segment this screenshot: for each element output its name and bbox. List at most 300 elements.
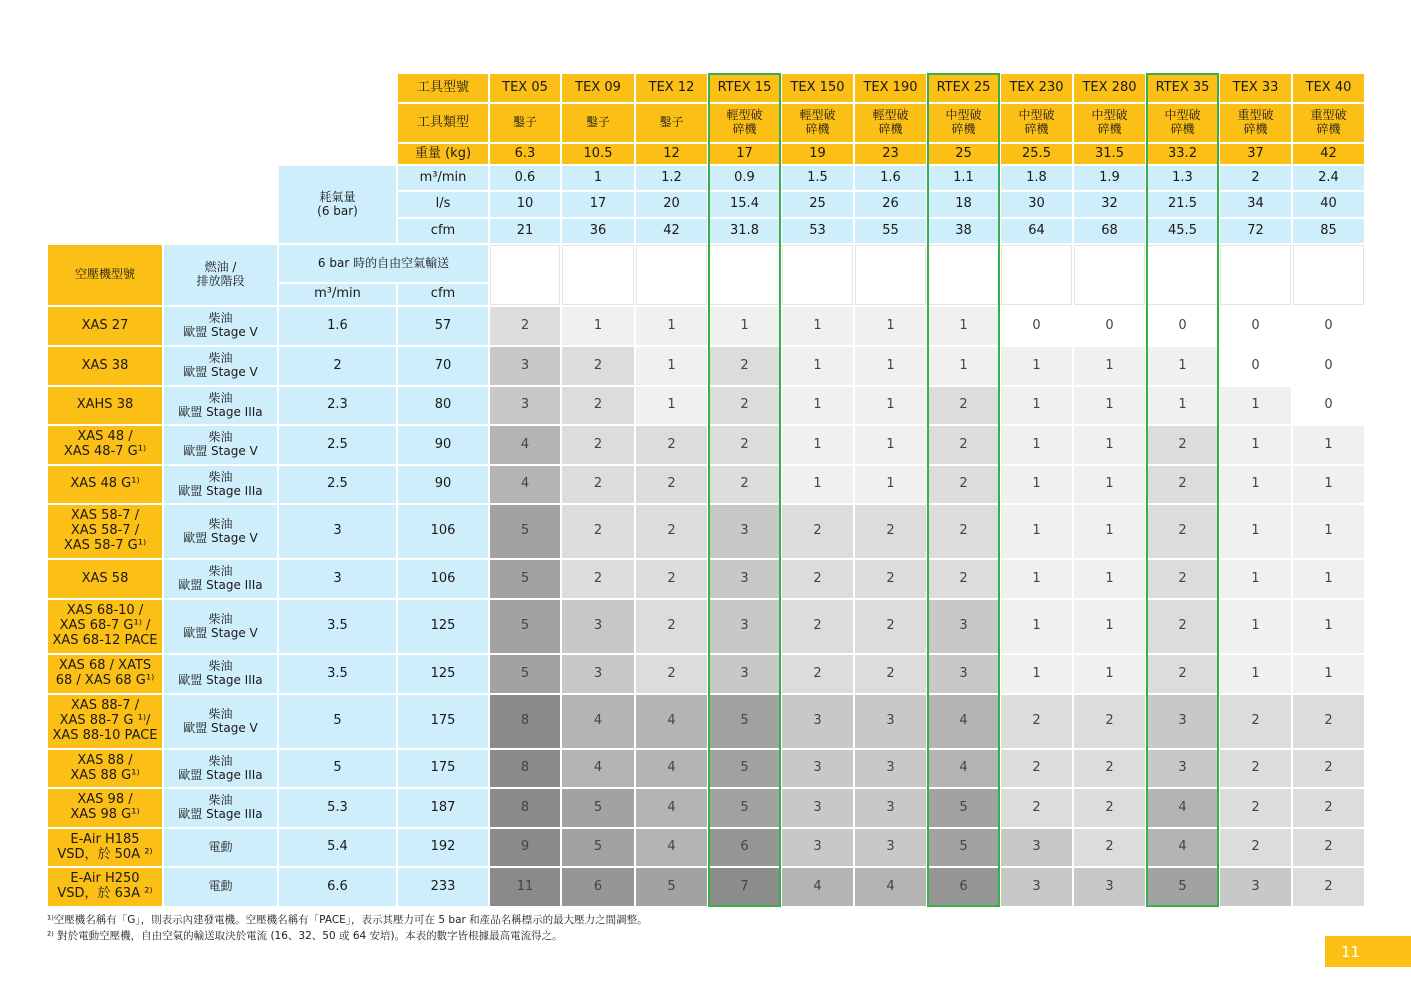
tool-count-cell: 2: [1074, 789, 1145, 827]
tool-count-cell: 1: [928, 307, 999, 345]
tool-count-cell: 1: [1293, 466, 1364, 503]
tool-count-cell: 2: [928, 426, 999, 464]
compressor-fad-m3min: 5.4: [279, 829, 396, 866]
tool-count-cell: 3: [855, 829, 926, 866]
tool-count-cell: 2: [1147, 560, 1218, 598]
tool-count-cell: 1: [1074, 505, 1145, 558]
tool-count-cell: 2: [1220, 829, 1291, 866]
tool-blank-cell: [1074, 245, 1145, 305]
tool-name: TEX 33: [1220, 74, 1291, 102]
tool-count-cell: 2: [1220, 750, 1291, 787]
tool-count-cell: 4: [928, 750, 999, 787]
tool-count-cell: 4: [636, 695, 707, 748]
compressor-fad-cfm: 175: [398, 750, 488, 787]
tool-air-ls: 40: [1293, 192, 1364, 217]
tool-count-cell: 0: [1220, 347, 1291, 385]
tool-blank-cell: [1147, 245, 1218, 305]
compressor-fad-cfm: 70: [398, 347, 488, 385]
tool-count-cell: 2: [1147, 655, 1218, 693]
tool-count-cell: 1: [782, 347, 853, 385]
tool-count-cell: 2: [782, 600, 853, 653]
tool-air-ls: 15.4: [709, 192, 780, 217]
tool-count-cell: 2: [562, 560, 634, 598]
tool-count-cell: 1: [1293, 505, 1364, 558]
tool-name: RTEX 15: [709, 74, 780, 102]
tool-air-ls: 10: [490, 192, 560, 217]
tool-count-cell: 3: [1001, 868, 1072, 906]
tool-weight: 19: [782, 144, 853, 164]
tool-count-cell: 1: [1220, 387, 1291, 424]
air-unit-label: cfm: [398, 219, 488, 243]
tool-count-cell: 8: [490, 789, 560, 827]
compressor-fuel-stage: 柴油 歐盟 Stage V: [164, 426, 277, 464]
tool-count-cell: 2: [855, 505, 926, 558]
tool-count-cell: 2: [1293, 868, 1364, 906]
tool-count-cell: 2: [1293, 750, 1364, 787]
tool-count-cell: 5: [709, 695, 780, 748]
tool-blank-cell: [782, 245, 853, 305]
compressor-fad-cfm: 125: [398, 600, 488, 653]
tool-type: 輕型破 碎機: [782, 104, 853, 142]
tool-count-cell: 4: [1147, 789, 1218, 827]
tool-count-cell: 1: [1001, 505, 1072, 558]
compressor-fad-cfm: 175: [398, 695, 488, 748]
tool-count-cell: 1: [1074, 347, 1145, 385]
tool-air-cfm: 64: [1001, 219, 1072, 243]
tool-count-cell: 3: [709, 600, 780, 653]
tool-air-cfm: 55: [855, 219, 926, 243]
tool-count-cell: 2: [855, 560, 926, 598]
tool-air-m3min: 1: [562, 166, 634, 190]
tool-count-cell: 1: [1220, 655, 1291, 693]
tool-count-cell: 1: [1220, 505, 1291, 558]
tool-count-cell: 0: [1293, 387, 1364, 424]
tool-count-cell: 4: [636, 750, 707, 787]
tool-count-cell: 3: [562, 600, 634, 653]
tool-count-cell: 3: [782, 789, 853, 827]
tool-count-cell: 3: [855, 750, 926, 787]
compressor-fad-m3min: 2.5: [279, 426, 396, 464]
tool-weight: 6.3: [490, 144, 560, 164]
tool-weight: 10.5: [562, 144, 634, 164]
compressor-fuel-stage: 柴油 歐盟 Stage V: [164, 347, 277, 385]
tool-count-cell: 5: [562, 789, 634, 827]
tool-count-cell: 1: [1074, 426, 1145, 464]
fad-label: 6 bar 時的自由空氣輸送: [279, 245, 488, 282]
compressor-fuel-stage: 柴油 歐盟 Stage IIIa: [164, 789, 277, 827]
tool-count-cell: 5: [562, 829, 634, 866]
tool-name: TEX 12: [636, 74, 707, 102]
tool-count-cell: 1: [782, 307, 853, 345]
tool-count-cell: 2: [562, 466, 634, 503]
tool-type: 重型破 碎機: [1293, 104, 1364, 142]
tool-count-cell: 8: [490, 750, 560, 787]
footnote-1: ¹⁾空壓機名稱有「G」，則表示內建發電機。空壓機名稱有「PACE」，表示其壓力可在 5 bar 和產品名稱標示的最大壓力之間調整。: [47, 914, 648, 926]
tool-count-cell: 4: [636, 789, 707, 827]
tool-air-ls: 21.5: [1147, 192, 1218, 217]
compressor-model: XAS 68 / XATS 68 / XAS 68 G¹⁾: [48, 655, 162, 693]
tool-type: 鑿子: [636, 104, 707, 142]
tool-count-cell: 6: [928, 868, 999, 906]
tool-model-label: 工具型號: [398, 74, 488, 102]
tool-count-cell: 1: [855, 466, 926, 503]
tool-count-cell: 1: [855, 307, 926, 345]
compressor-fuel-stage: 柴油 歐盟 Stage V: [164, 505, 277, 558]
tool-count-cell: 1: [782, 387, 853, 424]
tool-count-cell: 1: [928, 347, 999, 385]
tool-count-cell: 2: [1147, 466, 1218, 503]
compressor-fuel-stage: 電動: [164, 868, 277, 906]
tool-count-cell: 1: [1220, 560, 1291, 598]
compressor-model: XAS 58-7 / XAS 58-7 / XAS 58-7 G¹⁾: [48, 505, 162, 558]
compressor-fad-m3min: 6.6: [279, 868, 396, 906]
air-unit-label: l/s: [398, 192, 488, 217]
tool-name: TEX 150: [782, 74, 853, 102]
compressor-fad-cfm: 187: [398, 789, 488, 827]
compressor-fad-cfm: 57: [398, 307, 488, 345]
tool-blank-cell: [1001, 245, 1072, 305]
footnote-2: ²⁾ 對於電動空壓機，自由空氣的輸送取決於電流 (16、32、50 或 64 安培)。本表的數字皆根據最高電流得之。: [47, 930, 563, 942]
tool-count-cell: 2: [782, 655, 853, 693]
tool-weight: 17: [709, 144, 780, 164]
tool-count-cell: 4: [928, 695, 999, 748]
tool-air-cfm: 53: [782, 219, 853, 243]
tool-count-cell: 0: [1074, 307, 1145, 345]
tool-air-ls: 18: [928, 192, 999, 217]
tool-count-cell: 1: [1074, 600, 1145, 653]
tool-count-cell: 2: [1074, 829, 1145, 866]
tool-count-cell: 1: [1074, 387, 1145, 424]
tool-count-cell: 1: [1220, 426, 1291, 464]
tool-count-cell: 5: [928, 829, 999, 866]
tool-count-cell: 3: [928, 600, 999, 653]
tool-count-cell: 4: [782, 868, 853, 906]
tool-count-cell: 2: [1220, 789, 1291, 827]
tool-count-cell: 5: [490, 505, 560, 558]
tool-count-cell: 2: [709, 466, 780, 503]
tool-count-cell: 4: [490, 466, 560, 503]
tool-count-cell: 2: [562, 347, 634, 385]
tool-type: 中型破 碎機: [1147, 104, 1218, 142]
compressor-fad-cfm: 80: [398, 387, 488, 424]
tool-count-cell: 3: [709, 655, 780, 693]
tool-count-cell: 1: [1147, 347, 1218, 385]
tool-count-cell: 3: [855, 789, 926, 827]
tool-count-cell: 2: [562, 505, 634, 558]
tool-air-cfm: 72: [1220, 219, 1291, 243]
tool-air-m3min: 1.6: [855, 166, 926, 190]
tool-count-cell: 3: [709, 505, 780, 558]
compressor-fad-m3min: 2.3: [279, 387, 396, 424]
tool-air-ls: 17: [562, 192, 634, 217]
tool-count-cell: 9: [490, 829, 560, 866]
compressor-fad-cfm: 106: [398, 560, 488, 598]
tool-count-cell: 0: [1293, 347, 1364, 385]
compressor-model: XAHS 38: [48, 387, 162, 424]
tool-type: 輕型破 碎機: [855, 104, 926, 142]
tool-count-cell: 1: [636, 307, 707, 345]
tool-weight: 23: [855, 144, 926, 164]
tool-name: RTEX 25: [928, 74, 999, 102]
tool-air-m3min: 1.2: [636, 166, 707, 190]
tool-count-cell: 2: [636, 655, 707, 693]
tool-count-cell: 2: [1293, 829, 1364, 866]
tool-type: 中型破 碎機: [1001, 104, 1072, 142]
tool-air-m3min: 2: [1220, 166, 1291, 190]
tool-count-cell: 2: [709, 426, 780, 464]
tool-count-cell: 2: [1001, 695, 1072, 748]
compressor-fad-m3min: 2.5: [279, 466, 396, 503]
tool-air-cfm: 38: [928, 219, 999, 243]
tool-count-cell: 2: [928, 560, 999, 598]
tool-count-cell: 1: [636, 387, 707, 424]
tool-count-cell: 3: [709, 560, 780, 598]
tool-name: TEX 40: [1293, 74, 1364, 102]
tool-name: RTEX 35: [1147, 74, 1218, 102]
tool-count-cell: 1: [1001, 655, 1072, 693]
compressor-fuel-stage: 柴油 歐盟 Stage V: [164, 695, 277, 748]
tool-count-cell: 2: [636, 600, 707, 653]
compressor-fuel-stage: 柴油 歐盟 Stage IIIa: [164, 655, 277, 693]
tool-count-cell: 1: [855, 387, 926, 424]
tool-count-cell: 2: [562, 426, 634, 464]
tool-count-cell: 2: [1074, 695, 1145, 748]
compressor-model: E-Air H250 VSD，於 63A ²⁾: [48, 868, 162, 906]
tool-air-cfm: 21: [490, 219, 560, 243]
tool-count-cell: 1: [709, 307, 780, 345]
compressor-fad-m3min: 3.5: [279, 600, 396, 653]
compressor-model: XAS 48 / XAS 48-7 G¹⁾: [48, 426, 162, 464]
tool-blank-cell: [928, 245, 999, 305]
tool-count-cell: 2: [636, 466, 707, 503]
tool-count-cell: 3: [562, 655, 634, 693]
tool-weight: 25.5: [1001, 144, 1072, 164]
fad-unit-cfm: cfm: [398, 284, 488, 305]
tool-count-cell: 2: [782, 505, 853, 558]
compressor-fad-m3min: 3.5: [279, 655, 396, 693]
tool-name: TEX 190: [855, 74, 926, 102]
tool-count-cell: 3: [928, 655, 999, 693]
tool-count-cell: 3: [782, 829, 853, 866]
tool-count-cell: 2: [1001, 789, 1072, 827]
tool-air-m3min: 1.5: [782, 166, 853, 190]
tool-count-cell: 2: [709, 347, 780, 385]
tool-type: 輕型破 碎機: [709, 104, 780, 142]
compressor-fad-cfm: 192: [398, 829, 488, 866]
compressor-fuel-stage: 柴油 歐盟 Stage IIIa: [164, 466, 277, 503]
page-number: 11: [1325, 936, 1411, 967]
compressor-model: XAS 98 / XAS 98 G¹⁾: [48, 789, 162, 827]
tool-count-cell: 1: [1074, 466, 1145, 503]
tool-count-cell: 4: [490, 426, 560, 464]
compressor-fad-m3min: 5.3: [279, 789, 396, 827]
tool-count-cell: 0: [1147, 307, 1218, 345]
compressor-fad-cfm: 125: [398, 655, 488, 693]
tool-weight: 37: [1220, 144, 1291, 164]
tool-air-cfm: 36: [562, 219, 634, 243]
tool-count-cell: 3: [490, 387, 560, 424]
tool-count-cell: 1: [782, 426, 853, 464]
tool-blank-cell: [636, 245, 707, 305]
tool-count-cell: 1: [1001, 347, 1072, 385]
tool-name: TEX 05: [490, 74, 560, 102]
tool-count-cell: 5: [636, 868, 707, 906]
tool-name: TEX 230: [1001, 74, 1072, 102]
tool-count-cell: 1: [1293, 426, 1364, 464]
tool-weight: 12: [636, 144, 707, 164]
compressor-fad-cfm: 106: [398, 505, 488, 558]
tool-count-cell: 1: [1220, 466, 1291, 503]
compressor-fuel-stage: 柴油 歐盟 Stage V: [164, 600, 277, 653]
tool-count-cell: 2: [490, 307, 560, 345]
tool-air-ls: 32: [1074, 192, 1145, 217]
tool-type: 中型破 碎機: [1074, 104, 1145, 142]
tool-air-ls: 25: [782, 192, 853, 217]
tool-count-cell: 7: [709, 868, 780, 906]
tool-count-cell: 1: [1293, 560, 1364, 598]
tool-blank-cell: [855, 245, 926, 305]
tool-count-cell: 2: [709, 387, 780, 424]
tool-count-cell: 1: [1220, 600, 1291, 653]
compressor-model: XAS 58: [48, 560, 162, 598]
tool-count-cell: 1: [782, 466, 853, 503]
weight-label: 重量 (kg): [398, 144, 488, 164]
tool-blank-cell: [709, 245, 780, 305]
fuel-stage-label: 燃油 / 排放階段: [164, 245, 277, 305]
tool-count-cell: 2: [782, 560, 853, 598]
compressor-fuel-stage: 電動: [164, 829, 277, 866]
compressor-fuel-stage: 柴油 歐盟 Stage IIIa: [164, 560, 277, 598]
tool-count-cell: 2: [1001, 750, 1072, 787]
tool-type: 重型破 碎機: [1220, 104, 1291, 142]
compressor-model: XAS 68-10 / XAS 68-7 G¹⁾ / XAS 68-12 PACE: [48, 600, 162, 653]
tool-count-cell: 1: [1001, 600, 1072, 653]
tool-type: 中型破 碎機: [928, 104, 999, 142]
tool-air-m3min: 0.9: [709, 166, 780, 190]
compressor-fad-m3min: 3: [279, 560, 396, 598]
tool-count-cell: 2: [636, 505, 707, 558]
compressor-model: XAS 88 / XAS 88 G¹⁾: [48, 750, 162, 787]
tool-air-m3min: 0.6: [490, 166, 560, 190]
tool-air-cfm: 68: [1074, 219, 1145, 243]
compressor-fad-cfm: 90: [398, 466, 488, 503]
tool-air-m3min: 1.8: [1001, 166, 1072, 190]
compressor-fad-cfm: 233: [398, 868, 488, 906]
tool-count-cell: 2: [1293, 789, 1364, 827]
tool-count-cell: 5: [490, 600, 560, 653]
compressor-model: E-Air H185 VSD，於 50A ²⁾: [48, 829, 162, 866]
tool-count-cell: 5: [490, 655, 560, 693]
tool-type-label: 工具類型: [398, 104, 488, 142]
tool-air-cfm: 31.8: [709, 219, 780, 243]
tool-count-cell: 5: [928, 789, 999, 827]
tool-count-cell: 1: [636, 347, 707, 385]
tool-count-cell: 3: [782, 750, 853, 787]
tool-blank-cell: [490, 245, 560, 305]
tool-count-cell: 2: [928, 387, 999, 424]
compressor-model: XAS 48 G¹⁾: [48, 466, 162, 503]
tool-blank-cell: [1293, 245, 1364, 305]
tool-type: 鑿子: [562, 104, 634, 142]
tool-count-cell: 2: [855, 655, 926, 693]
tool-count-cell: 2: [928, 466, 999, 503]
tool-count-cell: 1: [562, 307, 634, 345]
tool-count-cell: 1: [1293, 655, 1364, 693]
tool-type: 鑿子: [490, 104, 560, 142]
tool-count-cell: 5: [490, 560, 560, 598]
tool-count-cell: 2: [1147, 600, 1218, 653]
tool-air-ls: 26: [855, 192, 926, 217]
compressor-fuel-stage: 柴油 歐盟 Stage IIIa: [164, 750, 277, 787]
tool-weight: 25: [928, 144, 999, 164]
tool-count-cell: 3: [1147, 750, 1218, 787]
tool-count-cell: 8: [490, 695, 560, 748]
tool-count-cell: 3: [855, 695, 926, 748]
tool-count-cell: 2: [855, 600, 926, 653]
tool-count-cell: 3: [1001, 829, 1072, 866]
tool-count-cell: 6: [562, 868, 634, 906]
compressor-fad-cfm: 90: [398, 426, 488, 464]
tool-count-cell: 0: [1001, 307, 1072, 345]
tool-air-cfm: 42: [636, 219, 707, 243]
tool-count-cell: 4: [855, 868, 926, 906]
tool-air-ls: 20: [636, 192, 707, 217]
tool-air-cfm: 85: [1293, 219, 1364, 243]
tool-air-m3min: 1.9: [1074, 166, 1145, 190]
tool-count-cell: 1: [1293, 600, 1364, 653]
tool-weight: 42: [1293, 144, 1364, 164]
compressor-fad-m3min: 2: [279, 347, 396, 385]
tool-air-ls: 34: [1220, 192, 1291, 217]
compressor-model: XAS 38: [48, 347, 162, 385]
compressor-model: XAS 27: [48, 307, 162, 345]
compressor-model-label: 空壓機型號: [48, 245, 162, 305]
tool-count-cell: 1: [1001, 560, 1072, 598]
tool-count-cell: 2: [636, 426, 707, 464]
compressor-fad-m3min: 5: [279, 695, 396, 748]
tool-count-cell: 3: [490, 347, 560, 385]
tool-air-m3min: 1.1: [928, 166, 999, 190]
tool-blank-cell: [1220, 245, 1291, 305]
tool-count-cell: 5: [709, 789, 780, 827]
tool-name: TEX 280: [1074, 74, 1145, 102]
tool-count-cell: 1: [1147, 387, 1218, 424]
tool-count-cell: 2: [928, 505, 999, 558]
compressor-fad-m3min: 3: [279, 505, 396, 558]
compressor-fuel-stage: 柴油 歐盟 Stage V: [164, 307, 277, 345]
tool-count-cell: 2: [562, 387, 634, 424]
tool-count-cell: 1: [855, 347, 926, 385]
tool-count-cell: 3: [1147, 695, 1218, 748]
tool-count-cell: 6: [709, 829, 780, 866]
tool-count-cell: 11: [490, 868, 560, 906]
fad-unit-m3min: m³/min: [279, 284, 396, 305]
tool-count-cell: 4: [562, 750, 634, 787]
tool-weight: 31.5: [1074, 144, 1145, 164]
tool-count-cell: 1: [1074, 655, 1145, 693]
tool-count-cell: 0: [1293, 307, 1364, 345]
tool-count-cell: 2: [1220, 695, 1291, 748]
air-consumption-label: 耗氣量 (6 bar): [279, 166, 396, 243]
tool-count-cell: 0: [1220, 307, 1291, 345]
tool-count-cell: 1: [1001, 466, 1072, 503]
compressor-fad-m3min: 1.6: [279, 307, 396, 345]
tool-count-cell: 2: [1074, 750, 1145, 787]
tool-count-cell: 4: [562, 695, 634, 748]
tool-count-cell: 4: [1147, 829, 1218, 866]
compressor-fuel-stage: 柴油 歐盟 Stage IIIa: [164, 387, 277, 424]
tool-air-cfm: 45.5: [1147, 219, 1218, 243]
